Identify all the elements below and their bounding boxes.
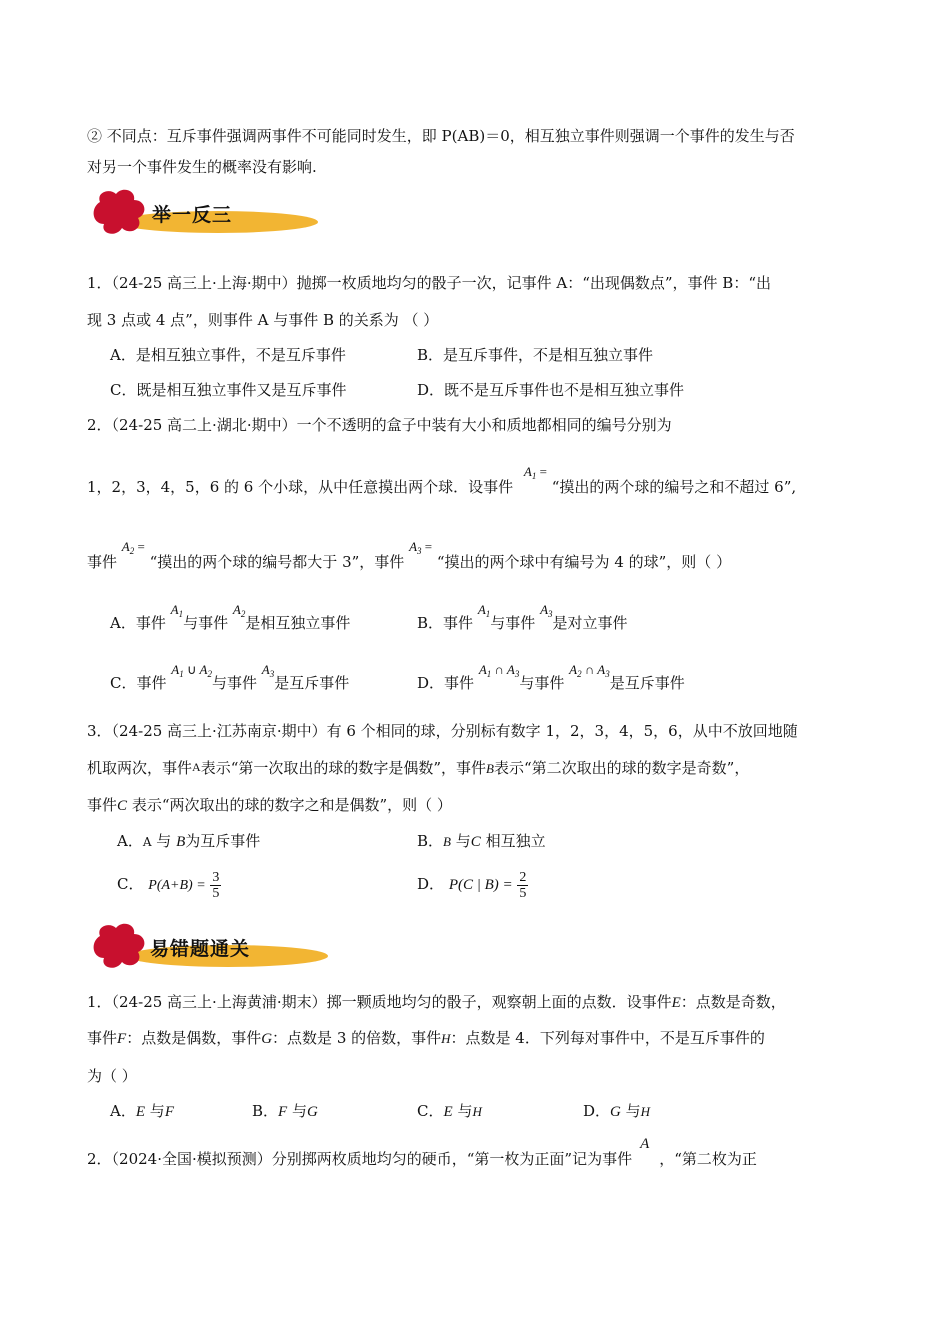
section-title: 举一反三: [152, 204, 233, 226]
fraction: $\frac{3}{5}$: [212, 869, 220, 901]
q1-line-1: 1．（24-25 高三上·上海·期中）抛掷一枚质地均匀的骰子一次，记事件 A：“出现偶数点”，事件 B：“出: [87, 274, 771, 292]
q2-option-c: C．事件 $A_1$ ∪ $A_2$与事件 $A_3$是互斥事件: [110, 662, 350, 692]
q2-option-b: B．事件 $A_1$与事件 $A_3$是对立事件: [417, 602, 628, 632]
e1-option-b: B．F 与G: [252, 1102, 318, 1120]
intro-line-2: 对另一个事件发生的概率没有影响.: [87, 158, 317, 176]
q1-line-2: 现 3 点或 4 点”，则事件 A 与事件 B 的关系为 （ ）: [87, 311, 439, 329]
q1-option-c: C．既是相互独立事件又是互斥事件: [110, 381, 347, 399]
e1-option-d: D．G 与H: [583, 1102, 651, 1120]
q3-line-3: 事件C 表示“两次取出的球的数字之和是偶数”，则（ ）: [87, 796, 452, 814]
q1-option-b: B．是互斥事件，不是相互独立事件: [417, 346, 654, 364]
q2-line-2: 1，2，3，4，5，6 的 6 个小球，从中任意摸出两个球．设事件 $A_1$ = “摸出的两个球的编号之和不超过 6”,: [87, 464, 797, 496]
section-title: 易错题通关: [150, 938, 251, 960]
fraction: $\frac{2}{5}$: [519, 869, 527, 901]
q2-line-1: 2．（24-25 高二上·湖北·期中）一个不透明的盒子中装有大小和质地都相同的编号分别为: [87, 416, 672, 434]
q3-line-1: 3．（24-25 高三上·江苏南京·期中）有 6 个相同的球，分别标有数字 1，2，3，4，5，6，从中不放回地随: [87, 722, 798, 740]
e1-line-3: 为（ ）: [87, 1067, 137, 1085]
q3-option-d: D． P(C | B) = $\frac{2}{5}$: [417, 869, 527, 901]
q2-option-d: D．事件 $A_1$ ∩ $A_3$与事件 $A_2$ ∩ $A_3$是互斥事件: [417, 662, 685, 692]
q1-option-d: D．既不是互斥事件也不是相互独立事件: [417, 381, 685, 399]
section-banner-yicuoti: [90, 922, 330, 974]
q2-option-a: A．事件 $A_1$与事件 $A_2$是相互独立事件: [110, 602, 351, 632]
q3-option-c: C． P(A+B) = $\frac{3}{5}$: [117, 869, 220, 901]
q3-line-2: 机取两次，事件A表示“第一次取出的球的数字是偶数”，事件B表示“第二次取出的球的数字是奇数”，: [87, 759, 750, 777]
q3-option-b: B．B 与C 相互独立: [417, 832, 546, 850]
e2-line-1: 2．（2024·全国·模拟预测）分别掷两枚质地均匀的硬币，“第一枚为正面”记为事件A，“第二枚为正: [87, 1136, 757, 1168]
section-banner-juyifansan: [90, 188, 320, 240]
e1-option-c: C．E 与H: [417, 1102, 482, 1120]
q3-option-a: A．A 与 B为互斥事件: [117, 832, 261, 850]
q1-option-a: A．是相互独立事件，不是互斥事件: [110, 346, 346, 364]
e1-line-1: 1．（24-25 高三上·上海黄浦·期末）掷一颗质地均匀的骰子，观察朝上面的点数．设事件E：点数是奇数，: [87, 993, 786, 1011]
e1-line-2: 事件F：点数是偶数，事件G：点数是 3 的倍数，事件H：点数是 4．下列每对事件中，不是互斥事件的: [87, 1029, 765, 1047]
e1-option-a: A．E 与F: [110, 1102, 174, 1120]
q2-line-3: 事件 $A_2$ = “摸出的两个球的编号都大于 3”，事件 $A_3$ = “摸出的两个球中有编号为 4 的球”，则（ ）: [87, 539, 732, 571]
intro-line-1: ② 不同点：互斥事件强调两事件不可能同时发生，即 P(AB)＝0，相互独立事件则强调一个事件的发生与否: [87, 127, 795, 145]
